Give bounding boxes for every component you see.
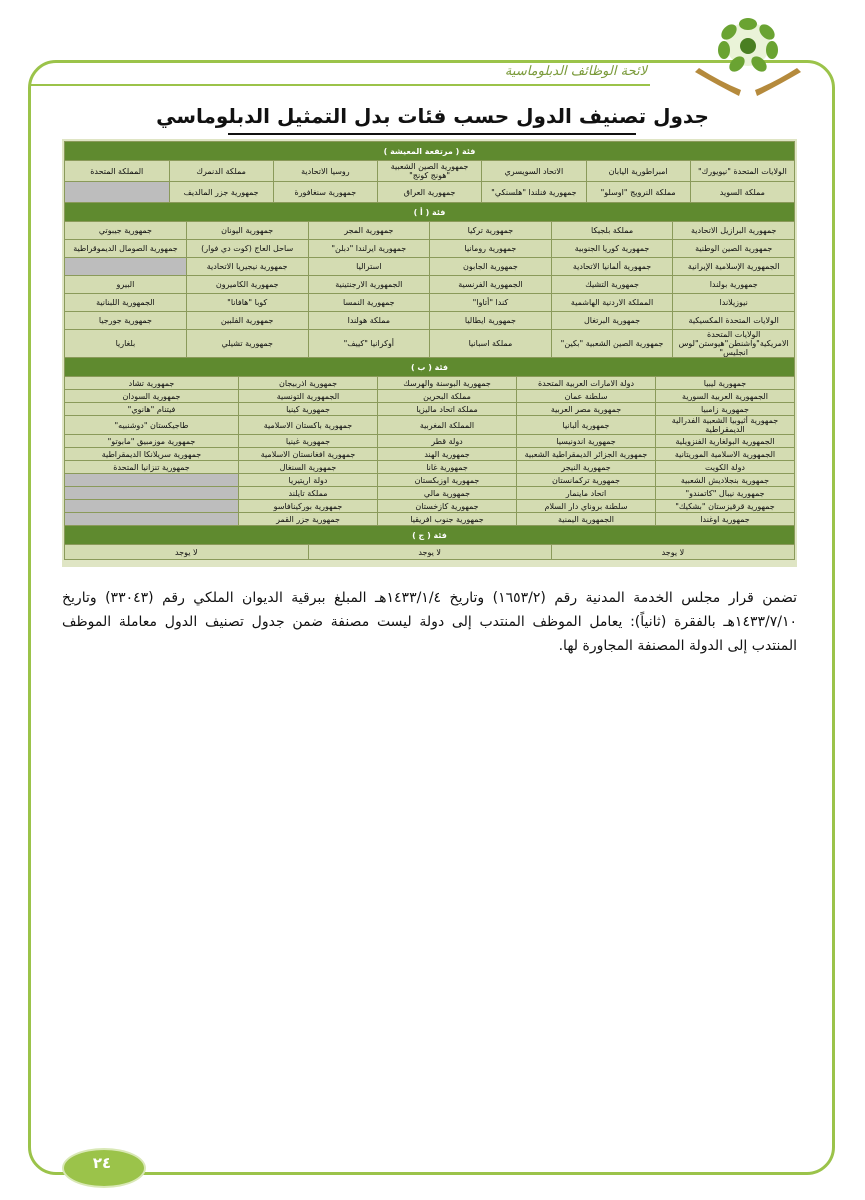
country-cell: جمهورية الكاميرون <box>186 276 308 294</box>
category-header: فئة ( مرتفعة المعيشة ) <box>65 142 795 161</box>
country-cell <box>65 500 239 513</box>
category-header: فئة ( ج ) <box>65 526 795 545</box>
country-cell <box>65 513 239 526</box>
country-cell: جمهورية الهند <box>378 448 517 461</box>
country-cell: جمهورية تشاد <box>65 377 239 390</box>
country-cell: جمهورية اذربيجان <box>239 377 378 390</box>
country-cell: جمهورية اندونيسيا <box>517 435 656 448</box>
table-row <box>65 377 795 390</box>
country-cell: جمهورية النمسا <box>308 294 430 312</box>
country-cell: جمهورية الصين الشعبية "بكين" <box>551 330 673 358</box>
table-row <box>65 403 795 416</box>
country-cell: مملكة البحرين <box>378 390 517 403</box>
category-row <box>65 142 795 161</box>
country-cell: جمهورية موزمبيق "مابوتو" <box>65 435 239 448</box>
country-cell: جمهورية قرقيزستان "بشكيك" <box>656 500 795 513</box>
country-cell: الجمهورية الارجنتينية <box>308 276 430 294</box>
table-row <box>65 161 795 182</box>
table-row <box>65 222 795 240</box>
country-cell: ساحل العاج (كوت دي فوار) <box>186 240 308 258</box>
table-row <box>65 182 795 203</box>
header-title: لائحة الوظائف الدبلوماسية <box>504 64 647 79</box>
category-header: فئة ( أ ) <box>65 203 795 222</box>
country-cell: استراليا <box>308 258 430 276</box>
table-row <box>65 240 795 258</box>
country-cell: جمهورية البوسنة والهرسك <box>378 377 517 390</box>
country-cell: جمهورية نيبال "كاتمندو" <box>656 487 795 500</box>
country-cell: جمهورية مصر العربية <box>517 403 656 416</box>
country-cell: جمهورية ألبانيا <box>517 416 656 435</box>
country-cell: لا يوجد <box>65 545 309 560</box>
country-cell: الجمهورية اللبنانية <box>65 294 187 312</box>
country-cell: مملكة هولندا <box>308 312 430 330</box>
category-row <box>65 526 795 545</box>
country-cell: جمهورية تنزانيا المتحدة <box>65 461 239 474</box>
category-row <box>65 203 795 222</box>
country-cell: البيرو <box>65 276 187 294</box>
table-row <box>65 312 795 330</box>
country-cell: جمهورية البرازيل الاتحادية <box>673 222 795 240</box>
country-cell <box>65 258 187 276</box>
country-cell: جمهورية بنجلاديش الشعبية <box>656 474 795 487</box>
country-cell: جمهورية سنغافورة <box>273 182 377 203</box>
country-cell: جمهورية اوغندا <box>656 513 795 526</box>
country-cell: أوكرانيا "كييف" <box>308 330 430 358</box>
table-row <box>65 276 795 294</box>
country-cell: جمهورية تركيا <box>430 222 552 240</box>
country-cell: جمهورية التشيك <box>551 276 673 294</box>
ministry-logo-icon <box>689 10 807 102</box>
country-cell: جمهورية غانا <box>378 461 517 474</box>
country-cell: مملكة السويد <box>690 182 794 203</box>
country-cell: جمهورية السودان <box>65 390 239 403</box>
country-cell: لا يوجد <box>551 545 794 560</box>
country-cell: جمهورية أثيوبيا الشعبية الفدرالية الديمقراطية <box>656 416 795 435</box>
country-cell: جمهورية تركمانستان <box>517 474 656 487</box>
table-row <box>65 474 795 487</box>
country-cell: المملكة المغربية <box>378 416 517 435</box>
country-cell: سلطنة عمان <box>517 390 656 403</box>
country-cell: الجمهورية الاسلامية الموريتانية <box>656 448 795 461</box>
country-cell: طاجيكستان "دوشنبيه" <box>65 416 239 435</box>
category-row <box>65 358 795 377</box>
table-row <box>65 294 795 312</box>
country-cell: المملكة الاردنية الهاشمية <box>551 294 673 312</box>
header-rule <box>30 84 650 86</box>
country-cell: جمهورية الصين الوطنية <box>673 240 795 258</box>
country-cell: كندا "أتاوا" <box>430 294 552 312</box>
country-cell: جمهورية الجزائر الديمقراطية الشعبية <box>517 448 656 461</box>
table-row <box>65 545 795 560</box>
country-cell: جمهورية العراق <box>378 182 482 203</box>
country-cell: مملكة اتحاد ماليزيا <box>378 403 517 416</box>
country-cell: جمهورية زامبيا <box>656 403 795 416</box>
page-number: ٢٤ <box>92 1154 112 1172</box>
country-cell: الجمهورية الإسلامية الإيرانية <box>673 258 795 276</box>
country-cell: جمهورية البرتغال <box>551 312 673 330</box>
country-cell <box>65 474 239 487</box>
country-cell: جمهورية فنلندا "هلسنكي" <box>482 182 586 203</box>
country-cell: الجمهورية العربية السورية <box>656 390 795 403</box>
country-cell: جمهورية جزر القمر <box>239 513 378 526</box>
country-cell: الاتحاد السويسري <box>482 161 586 182</box>
country-cell: جمهورية جنوب افريقيا <box>378 513 517 526</box>
country-cell: كوبا "هافانا" <box>186 294 308 312</box>
page-title: جدول تصنيف الدول حسب فئات بدل التمثيل الدبلوماسي <box>156 104 709 128</box>
country-cell: الولايات المتحدة المكسيكية <box>673 312 795 330</box>
country-cell: جمهورية الجابون <box>430 258 552 276</box>
country-cell: جمهورية اوزبكستان <box>378 474 517 487</box>
country-cell: مملكة تايلند <box>239 487 378 500</box>
table-row <box>65 330 795 358</box>
country-cell: المملكة المتحدة <box>65 161 170 182</box>
country-cell: جمهورية كينيا <box>239 403 378 416</box>
country-cell: الولايات المتحدة الامريكية"واشنطن"هيوستن"لوس انجليس" <box>673 330 795 358</box>
country-cell: جمهورية ايرلندا "دبلن" <box>308 240 430 258</box>
country-cell: مملكة بلجيكا <box>551 222 673 240</box>
country-cell: جمهورية الفلبين <box>186 312 308 330</box>
country-cell: دولة الكويت <box>656 461 795 474</box>
category-header: فئة ( ب ) <box>65 358 795 377</box>
country-cell: الولايات المتحدة "نيويورك" <box>690 161 794 182</box>
country-cell: جمهورية جيبوتي <box>65 222 187 240</box>
country-cell: سلطنة بروناي دار السلام <box>517 500 656 513</box>
table-row <box>65 448 795 461</box>
country-cell: جمهورية سريلانكا الديمقراطية <box>65 448 239 461</box>
country-cell: الجمهورية التونسية <box>239 390 378 403</box>
table-row <box>65 435 795 448</box>
country-cell: مملكة اسبانيا <box>430 330 552 358</box>
table-row <box>65 500 795 513</box>
country-cell: جمهورية بولندا <box>673 276 795 294</box>
country-cell: جمهورية نيجيريا الاتحادية <box>186 258 308 276</box>
country-cell: جمهورية افغانستان الاسلامية <box>239 448 378 461</box>
country-cell: فيتنام "هانوي" <box>65 403 239 416</box>
country-cell: مملكة الدنمرك <box>169 161 273 182</box>
country-cell: جمهورية جورجيا <box>65 312 187 330</box>
country-cell: دولة اريتيريا <box>239 474 378 487</box>
country-cell: جمهورية اليونان <box>186 222 308 240</box>
country-cell: جمهورية تشيلي <box>186 330 308 358</box>
country-cell: جمهورية النيجر <box>517 461 656 474</box>
country-cell <box>65 182 170 203</box>
table-row <box>65 258 795 276</box>
country-cell: اتحاد ماينمار <box>517 487 656 500</box>
country-cell: امبراطورية اليابان <box>586 161 690 182</box>
country-cell: جمهورية كازخستان <box>378 500 517 513</box>
table-row <box>65 416 795 435</box>
country-cell: جمهورية رومانيا <box>430 240 552 258</box>
country-cell: جمهورية بوركينافاسو <box>239 500 378 513</box>
country-cell: دولة الامارات العربية المتحدة <box>517 377 656 390</box>
country-cell: الجمهورية اليمنية <box>517 513 656 526</box>
country-cell: جمهورية جزر المالديف <box>169 182 273 203</box>
country-cell: جمهورية السنغال <box>239 461 378 474</box>
country-cell: جمهورية الصومال الديموقراطية <box>65 240 187 258</box>
country-cell: جمهورية المجر <box>308 222 430 240</box>
country-cell: الجمهورية الفرنسية <box>430 276 552 294</box>
country-cell: جمهورية ايطاليا <box>430 312 552 330</box>
country-cell: جمهورية غينيا <box>239 435 378 448</box>
table-row <box>65 513 795 526</box>
country-cell: جمهورية باكستان الاسلامية <box>239 416 378 435</box>
country-cell: بلغاريا <box>65 330 187 358</box>
country-cell: جمهورية كوريا الجنوبية <box>551 240 673 258</box>
country-cell: لا يوجد <box>308 545 551 560</box>
country-cell <box>65 487 239 500</box>
country-cell: جمهورية ليبيا <box>656 377 795 390</box>
country-cell: الجمهورية البولغارية الفنزويلية <box>656 435 795 448</box>
country-cell: نيوزيلاندا <box>673 294 795 312</box>
country-cell: جمهورية الصين الشعبية "هونج كونج" <box>378 161 482 182</box>
country-cell: روسيا الاتحادية <box>273 161 377 182</box>
country-cell: مملكة النرويج "اوسلو" <box>586 182 690 203</box>
classification-table <box>62 139 797 567</box>
country-cell: جمهورية مالي <box>378 487 517 500</box>
table-row <box>65 461 795 474</box>
table-row <box>65 487 795 500</box>
table-row <box>65 390 795 403</box>
country-cell: دولة قطر <box>378 435 517 448</box>
decision-paragraph: تضمن قرار مجلس الخدمة المدنية رقم (١٦٥٣/٢) وتاريخ ١٤٣٣/١/٤هـ المبلغ ببرقية الديوان الملكي رقم (٣٣٠٤٣) وتاريخ ١٤٣٣/٧/١٠هـ بالفقرة (ثانياً): يعامل الموظف المنتدب إلى دولة ليست مصنفة ضمن جدول تصنيف الدول معاملة الموظف المنتدب إلى الدولة المصنفة المجاورة لها. <box>62 590 798 654</box>
title-underline <box>228 133 636 135</box>
country-cell: جمهورية ألمانيا الاتحادية <box>551 258 673 276</box>
